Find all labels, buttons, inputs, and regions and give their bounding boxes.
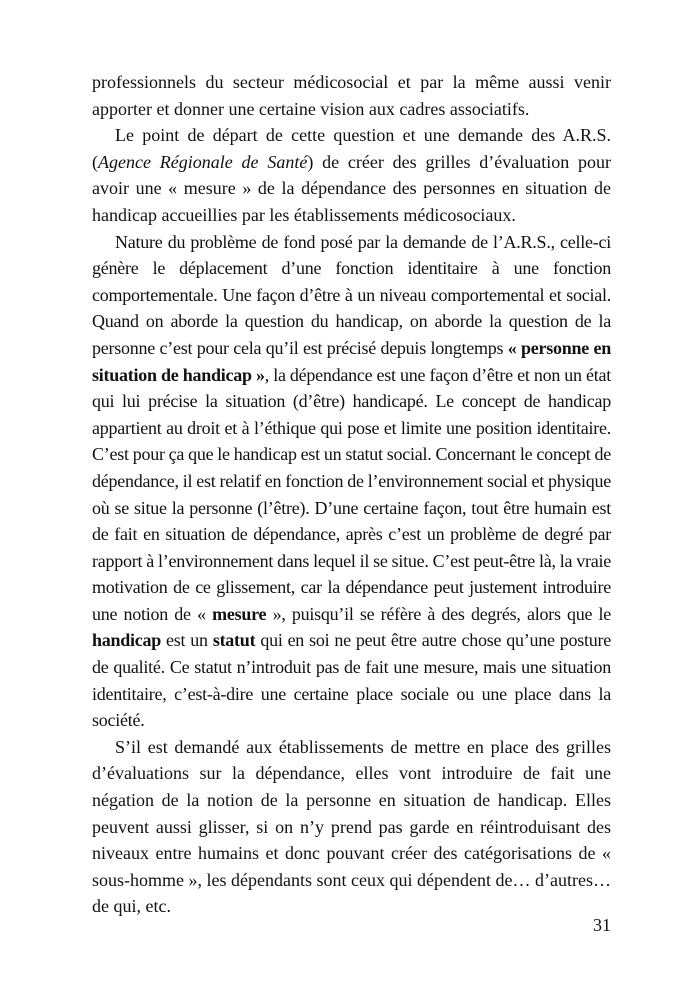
emphasis-handicap: handicap	[92, 630, 162, 651]
paragraph-3-text-e: qui en soi ne peut être autre chose qu’une posture de qualité. Ce statut n’introduit pas de fait une mesure, mais une situation identitaire, c’est-à-dire une certaine place sociale ou une place dans la société.	[92, 630, 611, 731]
ars-full-name: Agence Régionale de Santé	[98, 151, 308, 172]
paragraph-3-text-d: est un	[161, 630, 213, 651]
paragraph-2-text-b: ) de créer des grilles d’évaluation pour avoir une « mesure » de la dépendance des personnes en situation de handicap accueillies par les établissements médicosociaux.	[92, 151, 612, 225]
paragraph-1-text: professionnels du secteur médicosocial et par la même aussi venir apporter et donner une certaine vision aux cadres associatifs.	[92, 72, 611, 119]
paragraph-2-text-a: Le point de départ de cette question et une demande des A.R.S. (	[92, 125, 611, 172]
paragraph-3-text-b: , la dépendance est une façon d’être et non un état qui lui précise la situation (d’être) handicapé. Le concept de handicap appartient au droit et à l’éthique qui pose et limite une position identitaire. C’est pour ça que le handicap est un statut social. Concernant le concept de dépendance, il est relatif en fonction de l’environnement social et physique où se situe la personne (l’être). D’une certaine façon, tout être humain est de fait en situation de dépendance, après c’est un problème de degré par rapport à l’environnement dans lequel il se situe. C’est peut-être là, la vraie motivation de ce glissement, car la dépendance peut justement introduire une notion de «	[92, 364, 611, 624]
paragraph-1	[92, 69, 611, 122]
paragraph-4	[92, 734, 611, 920]
paragraph-3	[92, 229, 611, 734]
paragraph-3-text-c: », puisqu’il se réfère à des degrés, alors que le	[266, 603, 611, 624]
paragraph-4-text: S’il est demandé aux établissements de mettre en place des grilles d’évaluations sur la dépendance, elles vont introduire de fait une négation de la notion de la personne en situation de handicap. Elles peuvent aussi glisser, si on n’y prend pas garde en réintroduisant des niveaux entre humains et donc pouvant créer des catégorisations de « sous-homme », les dépendants sont ceux qui dépendent de… d’autres… de qui, etc.	[92, 736, 611, 917]
paragraph-2	[92, 122, 611, 228]
page-number: 31	[593, 915, 611, 935]
page-body	[92, 69, 611, 920]
emphasis-personne-en-situation: « personne en situation de handicap »	[92, 337, 611, 385]
emphasis-mesure: mesure	[212, 603, 267, 624]
paragraph-3-text-a: Nature du problème de fond posé par la demande de l’A.R.S., celle-ci génère le déplacement d’une fonction identitaire à une fonction comportementale. Une façon d’être à un niveau comportemental et social. Quand on aborde la question du handicap, on aborde la question de la personne c’est pour cela qu’il est précisé depuis longtemps	[92, 231, 611, 358]
emphasis-statut: statut	[212, 630, 256, 651]
